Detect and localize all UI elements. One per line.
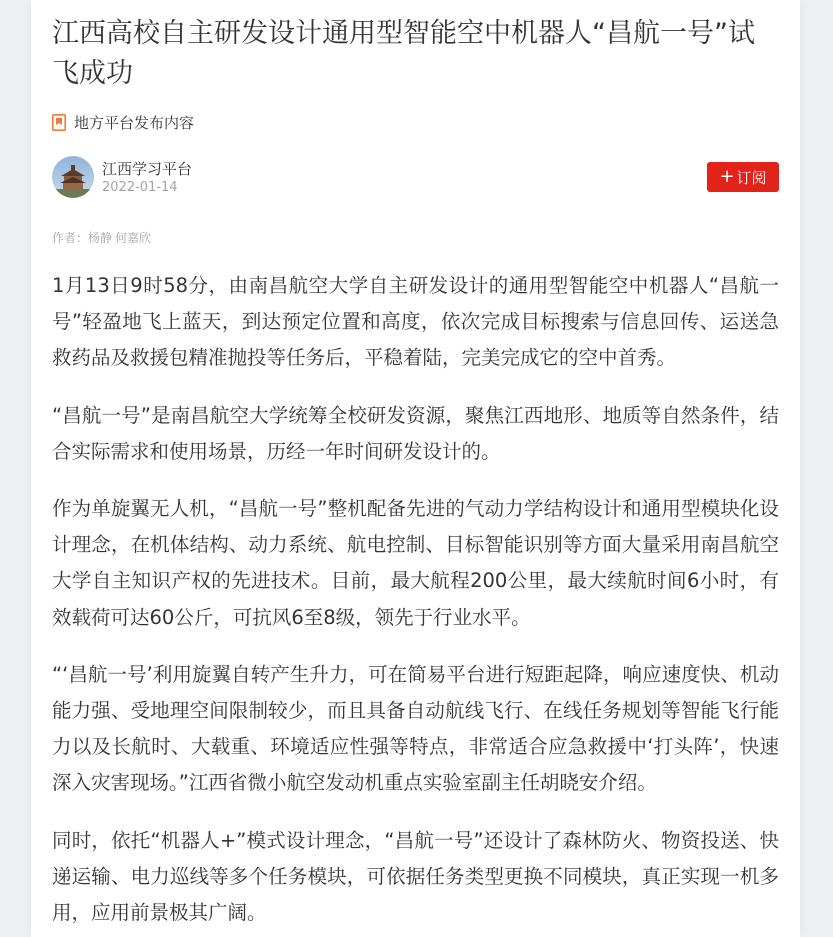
publisher-row — [52, 156, 779, 200]
article-title: 江西高校自主研发设计通用型智能空中机器人“昌航一号”试飞成功 — [52, 18, 755, 89]
paragraph: 1月13日9时58分，由南昌航空大学自主研发设计的通用型智能空中机器人“昌航一号”轻盈地飞上蓝天，到达预定位置和高度，依次完成目标搜索与信息回传、运送急救药品及救援包精准抛投等任务后，平稳着陆，完美完成它的空中首秀。 — [52, 274, 779, 370]
article-page — [31, 0, 800, 937]
publisher-name[interactable]: 江西学习平台 — [102, 160, 193, 178]
source-label: 地方平台发布内容 — [74, 113, 195, 132]
author-name: 何嘉欣 — [115, 231, 152, 245]
paragraph: “‘昌航一号’利用旋翼自转产生升力，可在简易平台进行短距起降，响应速度快、机动能力强、受地理空间限制较少，而且具备自动航线飞行、在线任务规划等智能飞行能力以及长航时、大载重、环境适应性强等特点，非常适合应急救援中‘打头阵’，快速深入灾害现场。”江西省微小航空发动机重点实验室副主任胡晓安介绍。 — [52, 662, 779, 795]
publish-date: 2022-01-14 — [102, 180, 178, 195]
article-body — [52, 268, 779, 931]
author-name: 杨静 — [88, 231, 113, 245]
article-container — [52, 0, 779, 937]
plus-icon: + — [719, 166, 735, 187]
paragraph: 同时，依托“机器人+”模式设计理念，“昌航一号”还设计了森林防火、物资投送、快递运输、电力巡线等多个任务模块，可依据任务类型更换不同模块，真正实现一机多用，应用前景极其广阔。 — [52, 828, 779, 925]
bookmark-badge-icon — [52, 114, 66, 131]
subscribe-label: 订阅 — [736, 168, 767, 187]
byline — [52, 229, 779, 246]
paragraph: 作为单旋翼无人机，“昌航一号”整机配备先进的气动力学结构设计和通用型模块化设计理念，在机体结构、动力系统、航电控制、目标智能识别等方面大量采用南昌航空大学自主知识产权的先进技术。目前，最大航程200公里，最大续航时间6小时，有效载荷可达60公斤，可抗风6至8级，领先于行业水平。 — [52, 497, 779, 629]
paragraph: “昌航一号”是南昌航空大学统筹全校研发资源，聚焦江西地形、地质等自然条件，结合实际需求和使用场景，历经一年时间研发设计的。 — [52, 403, 779, 463]
pavilion-avatar — [52, 156, 94, 198]
source-tag — [52, 112, 779, 132]
subscribe-button[interactable] — [707, 162, 779, 192]
publisher-avatar[interactable] — [52, 156, 94, 198]
byline-label: 作者： — [52, 231, 89, 245]
